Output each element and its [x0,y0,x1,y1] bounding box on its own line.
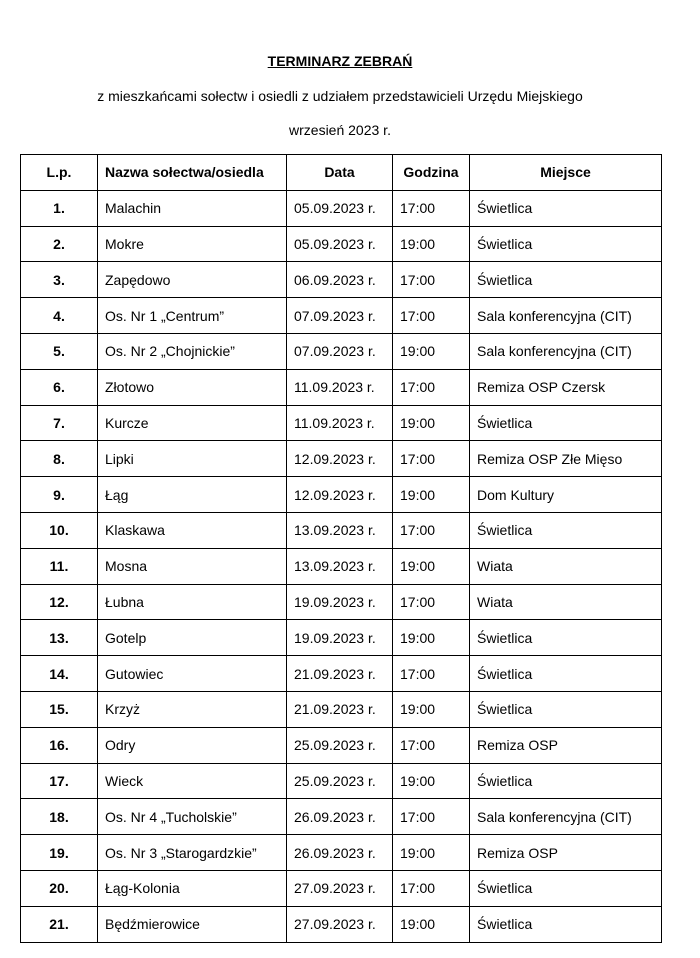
cell-time: 17:00 [393,369,470,405]
table-body [21,190,662,942]
cell-name: Mosna [98,548,287,584]
table-row [21,333,662,369]
meeting-schedule-table [20,154,662,943]
cell-place: Świetlica [470,620,662,656]
cell-place: Sala konferencyjna (CIT) [470,799,662,835]
cell-name: Os. Nr 3 „Starogardzkie” [98,835,287,871]
cell-date: 26.09.2023 r. [287,835,393,871]
cell-time: 19:00 [393,477,470,513]
table-row [21,691,662,727]
table-row [21,870,662,906]
cell-date: 05.09.2023 r. [287,190,393,226]
cell-name: Gotelp [98,620,287,656]
cell-name: Kurcze [98,405,287,441]
cell-place: Świetlica [470,656,662,692]
cell-time: 19:00 [393,405,470,441]
table-header [21,155,662,191]
table-row [21,727,662,763]
header-name: Nazwa sołectwa/osiedla [98,155,287,191]
cell-lp: 16. [21,727,98,763]
cell-lp: 15. [21,691,98,727]
cell-lp: 6. [21,369,98,405]
cell-date: 21.09.2023 r. [287,691,393,727]
cell-time: 17:00 [393,799,470,835]
document-subtitle: z mieszkańcami sołectw i osiedli z udziałem przedstawicieli Urzędu Miejskiego [97,88,583,104]
document-title: TERMINARZ ZEBRAŃ [267,53,413,69]
cell-date: 25.09.2023 r. [287,727,393,763]
table-row [21,656,662,692]
cell-lp: 18. [21,799,98,835]
table-row [21,190,662,226]
table-row [21,477,662,513]
cell-name: Klaskawa [98,512,287,548]
cell-name: Os. Nr 1 „Centrum” [98,298,287,334]
cell-lp: 20. [21,870,98,906]
cell-lp: 12. [21,584,98,620]
cell-name: Os. Nr 4 „Tucholskie” [98,799,287,835]
table-row [21,512,662,548]
table-row [21,226,662,262]
cell-place: Remiza OSP [470,835,662,871]
table-row [21,262,662,298]
cell-time: 17:00 [393,512,470,548]
cell-place: Świetlica [470,906,662,942]
table-row [21,763,662,799]
cell-place: Świetlica [470,691,662,727]
header-lp: L.p. [21,155,98,191]
table-row [21,584,662,620]
cell-name: Gutowiec [98,656,287,692]
cell-place: Sala konferencyjna (CIT) [470,298,662,334]
cell-name: Łąg [98,477,287,513]
cell-date: 13.09.2023 r. [287,512,393,548]
cell-date: 21.09.2023 r. [287,656,393,692]
cell-name: Łąg-Kolonia [98,870,287,906]
cell-place: Świetlica [470,870,662,906]
cell-date: 11.09.2023 r. [287,369,393,405]
cell-name: Mokre [98,226,287,262]
cell-lp: 14. [21,656,98,692]
cell-date: 05.09.2023 r. [287,226,393,262]
cell-lp: 2. [21,226,98,262]
cell-place: Świetlica [470,763,662,799]
cell-lp: 21. [21,906,98,942]
cell-time: 19:00 [393,620,470,656]
cell-place: Świetlica [470,190,662,226]
cell-name: Os. Nr 2 „Chojnickie” [98,333,287,369]
cell-time: 17:00 [393,584,470,620]
cell-lp: 8. [21,441,98,477]
cell-date: 12.09.2023 r. [287,477,393,513]
cell-date: 19.09.2023 r. [287,584,393,620]
header-row [21,155,662,191]
cell-place: Świetlica [470,405,662,441]
header-date: Data [287,155,393,191]
cell-lp: 7. [21,405,98,441]
cell-time: 17:00 [393,870,470,906]
cell-date: 25.09.2023 r. [287,763,393,799]
cell-lp: 19. [21,835,98,871]
table-row [21,835,662,871]
cell-lp: 5. [21,333,98,369]
table-row [21,620,662,656]
cell-date: 06.09.2023 r. [287,262,393,298]
cell-lp: 4. [21,298,98,334]
table-row [21,369,662,405]
cell-place: Dom Kultury [470,477,662,513]
cell-date: 27.09.2023 r. [287,906,393,942]
cell-name: Złotowo [98,369,287,405]
cell-time: 19:00 [393,906,470,942]
cell-place: Wiata [470,548,662,584]
cell-place: Świetlica [470,262,662,298]
cell-name: Krzyż [98,691,287,727]
cell-name: Odry [98,727,287,763]
cell-lp: 3. [21,262,98,298]
cell-date: 11.09.2023 r. [287,405,393,441]
cell-place: Sala konferencyjna (CIT) [470,333,662,369]
table-row [21,441,662,477]
cell-date: 07.09.2023 r. [287,333,393,369]
cell-time: 19:00 [393,548,470,584]
cell-time: 17:00 [393,441,470,477]
table-row [21,298,662,334]
header-place: Miejsce [470,155,662,191]
cell-lp: 11. [21,548,98,584]
cell-name: Malachin [98,190,287,226]
table-row [21,799,662,835]
cell-date: 13.09.2023 r. [287,548,393,584]
cell-date: 26.09.2023 r. [287,799,393,835]
cell-time: 17:00 [393,656,470,692]
header-time: Godzina [393,155,470,191]
table-row [21,405,662,441]
document-month: wrzesień 2023 r. [289,122,391,138]
cell-time: 19:00 [393,835,470,871]
cell-name: Będźmierowice [98,906,287,942]
cell-time: 17:00 [393,727,470,763]
cell-time: 17:00 [393,190,470,226]
cell-place: Remiza OSP [470,727,662,763]
cell-place: Remiza OSP Złe Mięso [470,441,662,477]
cell-time: 17:00 [393,298,470,334]
cell-place: Świetlica [470,512,662,548]
cell-name: Lipki [98,441,287,477]
cell-name: Wieck [98,763,287,799]
cell-date: 19.09.2023 r. [287,620,393,656]
cell-lp: 9. [21,477,98,513]
cell-time: 19:00 [393,226,470,262]
cell-lp: 13. [21,620,98,656]
cell-time: 19:00 [393,763,470,799]
cell-place: Świetlica [470,226,662,262]
cell-lp: 1. [21,190,98,226]
cell-time: 19:00 [393,691,470,727]
table-row [21,548,662,584]
cell-name: Łubna [98,584,287,620]
cell-name: Zapędowo [98,262,287,298]
cell-date: 07.09.2023 r. [287,298,393,334]
cell-time: 19:00 [393,333,470,369]
cell-date: 27.09.2023 r. [287,870,393,906]
cell-time: 17:00 [393,262,470,298]
cell-place: Remiza OSP Czersk [470,369,662,405]
cell-lp: 10. [21,512,98,548]
cell-date: 12.09.2023 r. [287,441,393,477]
cell-lp: 17. [21,763,98,799]
cell-place: Wiata [470,584,662,620]
table-row [21,906,662,942]
